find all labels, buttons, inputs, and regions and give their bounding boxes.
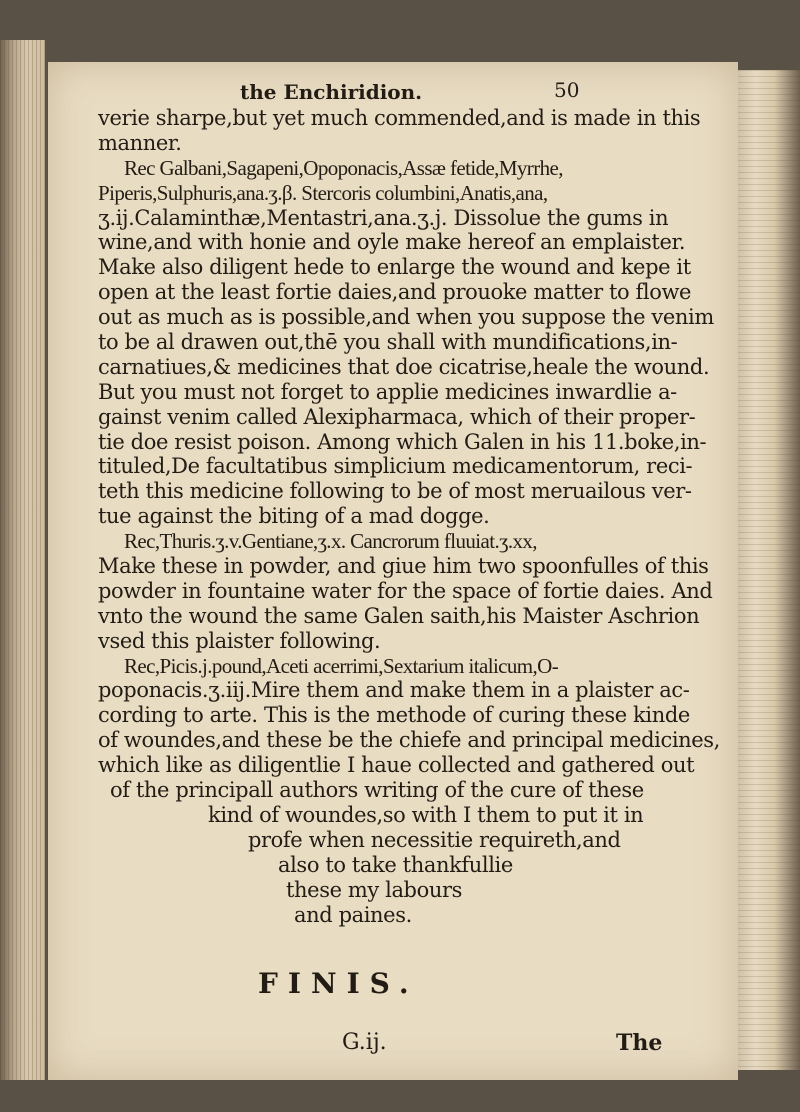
text-line: Rec,Thuris.ʒ.v.Gentiane,ʒ.x. Cancrorum fluuiat.ʒ.xx, xyxy=(124,529,537,554)
text-line: of woundes,and these be the chiefe and principal medicines, xyxy=(98,728,720,753)
text-line: powder in fountaine water for the space of fortie daies. And xyxy=(98,578,713,603)
book-gutter-left xyxy=(0,40,45,1080)
text-line: tue against the biting of a mad dogge. xyxy=(98,504,490,529)
text-line: these my labours xyxy=(286,877,462,902)
text-line: tie doe resist poison. Among which Galen in his 11.boke,in- xyxy=(98,429,707,454)
text-line: cording to arte. This is the methode of curing these kinde xyxy=(98,703,690,728)
text-line: which like as diligentlie I haue collected and gathered out xyxy=(98,753,695,778)
text-line: ʒ.ij.Calaminthæ,Mentastri,ana.ʒ.j. Dissolue the gums in xyxy=(98,205,669,230)
text-line: kind of woundes,so with I them to put it in xyxy=(208,802,644,827)
running-header xyxy=(98,74,730,106)
page-edges-right xyxy=(736,70,800,1070)
text-line: Piperis,Sulphuris,ana.ʒ.β. Stercoris columbini,Anatis,ana, xyxy=(98,180,548,205)
text-line: of the principall authors writing of the cure of these xyxy=(110,778,644,803)
text-line: out as much as is possible,and when you suppose the venim xyxy=(98,305,714,330)
text-line: open at the least fortie daies,and prouoke matter to flowe xyxy=(98,280,692,305)
page-number: 50 xyxy=(554,78,580,102)
text-line: vsed this plaister following. xyxy=(98,628,381,653)
text-line: carnatiues,& medicines that doe cicatrise,heale the wound. xyxy=(98,354,710,379)
text-line: vnto the wound the same Galen saith,his Maister Aschrion xyxy=(98,603,700,628)
running-title: the Enchiridion. xyxy=(240,80,423,104)
text-line: Rec,Picis.j.pound,Aceti acerrimi,Sextarium italicum,O- xyxy=(124,653,559,678)
text-line: manner. xyxy=(98,130,182,155)
text-line: and paines. xyxy=(294,902,412,927)
text-line: gainst venim called Alexipharmaca, which of their proper- xyxy=(98,404,696,429)
finis-heading: FINIS. xyxy=(258,967,419,1001)
text-line: But you must not forget to applie medicines inwardlie a- xyxy=(98,379,677,404)
text-line: poponacis.ʒ.iij.Mire them and make them in a plaister ac- xyxy=(98,678,690,703)
text-line: also to take thankfullie xyxy=(278,852,513,877)
text-line: verie sharpe,but yet much commended,and is made in this xyxy=(98,106,701,130)
text-line: Make also diligent hede to enlarge the wound and kepe it xyxy=(98,255,691,280)
text-line: to be al drawen out,thē you shall with mundifications,in- xyxy=(98,330,678,355)
text-line: Rec Galbani,Sagapeni,Opoponacis,Assæ fetide,Myrrhe, xyxy=(124,155,563,180)
text-line: profe when necessitie requireth,and xyxy=(248,827,621,852)
page-footer xyxy=(98,1030,730,1060)
page-content xyxy=(98,74,730,1060)
text-line: teth this medicine following to be of most meruailous ver- xyxy=(98,479,692,504)
text-line: wine,and with honie and oyle make hereof an emplaister. xyxy=(98,230,686,255)
catchword: The xyxy=(616,1030,663,1057)
text-line: tituled,De facultatibus simplicium medicamentorum, reci- xyxy=(98,454,693,479)
signature-mark: G.ij. xyxy=(342,1030,387,1056)
text-line: Make these in powder, and giue him two spoonfulles of this xyxy=(98,554,709,579)
